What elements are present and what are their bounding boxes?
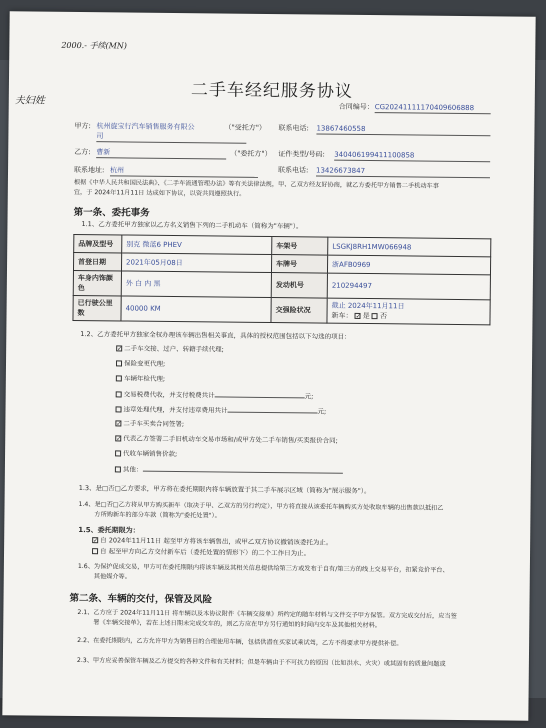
contact-phone-label: 联系电话: (278, 166, 309, 175)
clause-1-2: 1.2、乙方委托甲方独家全权办理该车辆出售相关事直，具体的授权范围包括以下勾选的项目： (80, 330, 351, 341)
clause-1-6-line-1: 1.6、为保护促成交易，甲方可在委托期限内将该车辆及其相关信息提供给第三方或发布于自有/第三方的线上交易平台，扣紧竞价平台、 (77, 563, 449, 574)
table-cell: 外 白 内 黑 (121, 271, 271, 298)
party-b-id-label: 证件类型/号码: (278, 150, 325, 159)
option-checkbox[interactable] (116, 375, 122, 381)
clause-2-1-line-2: 署《车辆交接单》，若在上述日期未完成交车的，则乙方应在甲方另行通知的时间内交车及其他相关材料。 (93, 619, 382, 630)
address-label: 联系地址: (74, 165, 105, 175)
option-label: 代表乙方签署二手旧机动车交易市场和/或甲方处二手车销售/买卖报价合同; (123, 434, 338, 445)
option-item (115, 464, 455, 483)
clause-2-3: 2.3、甲方应妥善保管车辆及乙方提交的各种文件和有关材料；但是车辆由于不可抗力的原因（比如洪水、火灾）或其固有的质量问题或 (76, 657, 446, 668)
yuan-label: 元; (304, 392, 314, 401)
clause-1-6-line-2: 其他媒介等。 (93, 573, 131, 581)
party-a-label: 甲方: (74, 121, 91, 131)
party-b-name: 曹新 (96, 148, 226, 159)
other-blank[interactable] (142, 465, 342, 474)
handwritten-note-top: 2000.- 手续(MN) (61, 40, 127, 51)
option-checkbox[interactable] (116, 391, 122, 397)
contract-number-label: 合同编号： (338, 102, 374, 112)
contract-number: CG20241111170409606888 (375, 103, 491, 114)
section-2-heading: 第二条、车辆的交付，保管及风险 (69, 592, 213, 606)
table-cell: 40000 KM (121, 296, 271, 323)
clause-1-4-line-1: 1.4、是□否□乙方将从甲方购买新车（取决于甲、乙双方的另行约定），甲方将直接从该委托车辆购买方处收取车辆的出售款以抵扣乙 (78, 501, 444, 512)
clause-1-4-line-2: 方所购新车的部分车款（简称为"委托处置"）。 (94, 511, 221, 520)
table-header-cell: 车牌号 (271, 255, 327, 274)
table-header-cell: 车架号 (272, 237, 328, 256)
authorization-options (115, 344, 456, 483)
amount-blank[interactable] (228, 406, 318, 414)
table-header-cell: 交强险状况 (271, 298, 327, 324)
clause-2-1-line-1: 2.1、乙方应于 2024年11月11日 将车辆以及本协议附件《车辆交接单》所约定的随车材料与文件交予甲方保管。双方完成交付后，应当签 (77, 609, 457, 620)
option-checkbox[interactable]: ✓ (116, 435, 122, 443)
new-car-choice (331, 311, 485, 323)
amount-blank[interactable] (215, 390, 305, 398)
option-label: 代收车辆销售价款; (123, 449, 178, 459)
table-cell: 2021年05月08日 (121, 253, 271, 273)
checkbox-no[interactable] (372, 313, 378, 319)
yuan-label: 元; (317, 407, 327, 416)
vehicle-info-table (72, 234, 491, 325)
table-cell-insurance (327, 298, 490, 325)
contract-document (2, 11, 535, 720)
term-option-2: 自 起至甲方向乙方交付新车后（委托处置的情形下）的二个工作日为止。 (92, 547, 310, 558)
insurance-expiry: 截止 2024年11月11日 (331, 301, 405, 311)
preamble-line-1: 根据《中华人民共和国民法典》、《二手车流通管理办法》等有关法律法规，甲、乙双方经友好协商，就乙方委托甲方销售二手机动车事 (73, 178, 439, 190)
clause-2-2: 2.2、在委托期限内，乙方允许甲方为销售目的合理使用车辆，包括供潜在买家试乘试驾，乙方不得要求甲方提供补偿。 (77, 637, 403, 648)
party-b-label: 乙方: (74, 147, 91, 157)
table-cell: 别克 微蓝6 PHEV (122, 235, 272, 255)
party-a-name-cont: 司 (96, 132, 246, 144)
clause-1-3: 1.3、是□否□乙方要求，甲方将在委托期限内将车辆放置于其二手车展示区域（简称为"展示服务"）。 (78, 484, 371, 496)
party-a-phone-label: 联系电话: (278, 124, 309, 133)
party-b-id: 340406199411100858 (334, 151, 490, 163)
checkbox-yes[interactable]: ✓ (355, 312, 361, 320)
checkbox-term-1[interactable]: ✓ (93, 537, 99, 545)
option-checkbox[interactable] (116, 360, 122, 366)
party-b-role: （"委托方"） (230, 149, 272, 159)
option-label: 保险变更代理; (123, 359, 166, 368)
party-a-phone: 13867460558 (316, 124, 490, 136)
option-label: 二手车交接、过户、转籍手续代理; (124, 344, 224, 354)
preamble-line-2: 宜，于 2024年11月11日 达成如下协议，以资共同遵照执行。 (73, 188, 246, 198)
party-a-role: （"受托方"） (224, 123, 266, 132)
party-a-name: 杭州旋宝行汽车销售服务有限公 (96, 122, 195, 132)
table-row (73, 295, 490, 324)
option-label: 二手车买卖合同签署; (123, 419, 185, 429)
option-checkbox[interactable]: ✓ (117, 345, 123, 353)
clause-1-1: 1.1、乙方委托甲方独家以乙方名义销售下列的二手机动车（简称为"车辆"）。 (81, 220, 303, 231)
table-header-cell: 品牌及型号 (74, 234, 122, 253)
table-cell: 浙AFB0969 (327, 255, 490, 275)
table-cell: 210294497 (327, 273, 490, 300)
contact-phone: 13426673847 (316, 166, 490, 178)
clause-1-5: 1.5、委托期限为： (78, 526, 140, 535)
option-checkbox[interactable] (115, 450, 121, 456)
section-1-heading: 第一条、委托事务 (73, 206, 150, 219)
option-label: 违章处理代理，并支付违章费用共计 (123, 405, 228, 415)
table-header-cell: 已行驶公里数 (73, 295, 121, 321)
option-label: 交易税费代收，并支付税费共计 (123, 390, 215, 400)
document-title: 二手车经纪服务协议 (190, 80, 353, 102)
address: 杭州 (110, 166, 258, 178)
option-checkbox[interactable] (115, 466, 121, 472)
option-label: 车辆年检代理; (123, 374, 166, 383)
no-label: 否 (379, 312, 388, 321)
handwritten-note-left: 夫妇姓 (14, 95, 45, 107)
table-header-cell: 首登日期 (73, 252, 121, 271)
new-car-label: 新车： (331, 311, 353, 320)
table-header-cell: 车身内饰颜色 (73, 270, 121, 296)
option-label: 其他： (122, 465, 143, 474)
table-header-cell: 发动机号 (271, 273, 327, 299)
option-checkbox[interactable]: ✓ (116, 420, 122, 428)
option-checkbox[interactable] (116, 406, 122, 412)
table-cell: LSGKJ8RH1MW066948 (328, 237, 491, 257)
yes-label: 是 (362, 311, 370, 321)
term-option-1: ✓ 自 2024年11月11日 起至甲方将该车辆售出，或甲乙双方协议撤销该委托为止。 (93, 536, 333, 547)
checkbox-term-2[interactable] (92, 548, 98, 554)
